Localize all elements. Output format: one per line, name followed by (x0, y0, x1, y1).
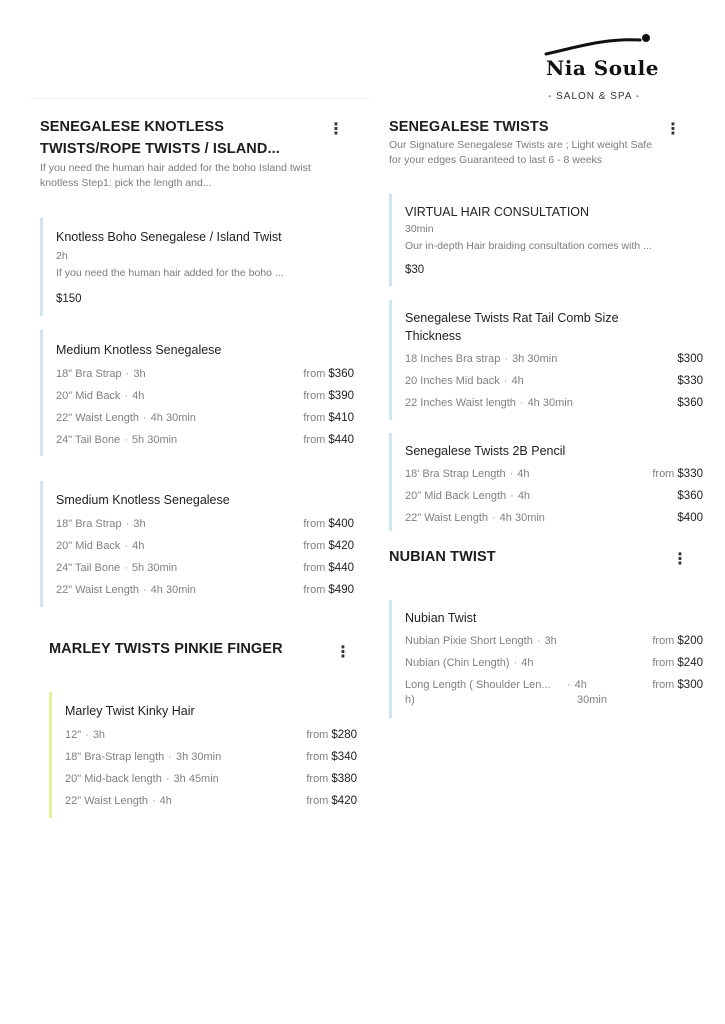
price-prefix: from (652, 635, 675, 647)
price-prefix: from (303, 540, 326, 552)
option-price: $360 (328, 368, 354, 380)
option-duration: 4h 30min (499, 512, 545, 524)
service-card-rat-tail[interactable] (389, 300, 703, 420)
option-name: 18" Bra Strap (56, 518, 122, 530)
option-duration: 3h (92, 729, 106, 741)
more-options-icon[interactable]: ⋮ (335, 644, 351, 661)
service-card-smedium-knotless[interactable] (40, 481, 354, 607)
service-title: Senegalese Twists Rat Tail Comb Size Thickness (405, 311, 619, 343)
option-duration: 5h 30min (131, 562, 178, 574)
option-price: $400 (328, 518, 354, 530)
option-price: $200 (677, 635, 703, 647)
section-title-senegalese-twists: SENEGALESE TWISTS (389, 119, 549, 135)
option-duration: 4h 30min (150, 584, 196, 596)
option-row[interactable] (405, 674, 703, 712)
logo-name: Nia Soule (546, 56, 659, 80)
option-duration: 3h 45min (173, 773, 219, 785)
section-title-knotless: SENEGALESE KNOTLESS TWISTS/ROPE TWISTS / ISLAND... (40, 119, 280, 157)
option-duration: 3h (133, 518, 146, 530)
option-row[interactable]: 12" · 3h from $280 (65, 729, 357, 741)
price-prefix: from (303, 562, 326, 574)
service-card-marley-kinky[interactable] (49, 692, 357, 818)
option-name: 22" Waist Length (65, 795, 148, 807)
more-options-icon[interactable]: ⋮ (672, 551, 688, 568)
price-prefix: from (652, 679, 675, 691)
option-row[interactable]: Nubian (Chin Length) · 4h from $240 (405, 657, 703, 669)
option-duration: 4h (517, 490, 531, 502)
option-price: $240 (677, 657, 703, 669)
option-row[interactable]: 18" Bra Strap · 3h from $360 (56, 368, 354, 380)
option-price: $410 (328, 412, 354, 424)
option-duration: 4h (511, 375, 524, 387)
price-prefix: from (306, 751, 329, 763)
service-card-nubian[interactable] (389, 600, 703, 718)
section-title-marley: MARLEY TWISTS PINKIE FINGER (49, 641, 283, 657)
option-price: $420 (328, 540, 354, 552)
price-prefix: from (652, 657, 675, 669)
option-row[interactable]: 20" Mid Back Length · 4h $360 (405, 490, 703, 502)
logo-swoosh-icon (544, 32, 656, 58)
price-prefix: from (652, 468, 675, 480)
option-price: $330 (677, 375, 703, 387)
option-name: 24" Tail Bone (56, 562, 121, 574)
option-duration: · 4h 30min (567, 679, 607, 706)
option-price: $300 (677, 353, 703, 365)
option-duration: 3h (133, 368, 146, 380)
option-row[interactable]: 22" Waist Length · 4h from $420 (65, 795, 357, 807)
section-desc-senegalese-twists: Our Signature Senegalese Twists are ; Light weight Safe for your edges Guaranteed to last 6 - 8 weeks (389, 139, 653, 166)
service-title: VIRTUAL HAIR CONSULTATION (405, 205, 590, 219)
option-row[interactable]: Nubian Pixie Short Length · 3h from $200 (405, 635, 703, 647)
option-name: 22 Inches Waist length (405, 397, 516, 409)
option-name: 22" Waist Length (405, 512, 488, 524)
price-prefix: from (303, 368, 326, 380)
divider (30, 98, 370, 99)
option-row[interactable]: 22" Waist Length · 4h 30min from $490 (56, 584, 354, 596)
option-name: 20" Mid Back (56, 390, 121, 402)
option-price: $390 (328, 390, 354, 402)
section-title-nubian: NUBIAN TWIST (389, 549, 496, 565)
price-prefix: from (306, 773, 329, 785)
option-row[interactable]: 20 Inches Mid back · 4h $330 (405, 375, 703, 387)
option-price: $490 (328, 584, 354, 596)
price-prefix: from (306, 729, 329, 741)
service-price: $30 (405, 264, 425, 276)
more-options-icon[interactable]: ⋮ (328, 121, 344, 138)
service-title: Senegalese Twists 2B Pencil (405, 444, 566, 458)
option-duration: 3h 30min (512, 353, 558, 365)
logo-tagline: - SALON & SPA - (548, 91, 641, 102)
option-price: $440 (328, 562, 354, 574)
service-card-consultation[interactable] (389, 194, 691, 286)
option-row[interactable]: 18" Bra-Strap length · 3h 30min from $340 (65, 751, 357, 763)
option-price: $380 (331, 773, 357, 785)
option-price: $330 (677, 468, 703, 480)
option-duration: 4h 30min (150, 412, 196, 424)
service-title: Medium Knotless Senegalese (56, 343, 222, 357)
price-prefix: from (303, 412, 326, 424)
service-duration: 30min (405, 223, 434, 235)
option-row[interactable]: 24" Tail Bone · 5h 30min from $440 (56, 562, 354, 574)
service-card-2b-pencil[interactable] (389, 433, 703, 531)
option-duration: 4h (521, 657, 534, 669)
option-price: $300 (677, 679, 703, 691)
option-name: 20" Mid-back length (65, 773, 162, 785)
option-name: Nubian (Chin Length) (405, 657, 510, 669)
service-price: $150 (56, 293, 82, 305)
option-price: $360 (677, 397, 703, 409)
option-duration: 4h 30min (527, 397, 573, 409)
option-row[interactable]: 22 Inches Waist length · 4h 30min $360 (405, 397, 703, 409)
option-price: $360 (677, 490, 703, 502)
service-title: Marley Twist Kinky Hair (65, 704, 195, 718)
price-prefix: from (303, 434, 326, 446)
option-price: $440 (328, 434, 354, 446)
option-row[interactable]: 24" Tail Bone · 5h 30min from $440 (56, 434, 354, 446)
price-prefix: from (303, 518, 326, 530)
service-card-boho[interactable] (40, 218, 352, 316)
option-name: 12" (65, 729, 82, 741)
option-name: 22" Waist Length (56, 584, 139, 596)
option-duration: 5h 30min (131, 434, 178, 446)
service-card-medium-knotless[interactable] (40, 330, 354, 456)
option-price: $280 (331, 729, 357, 741)
option-name: Nubian Pixie Short Length (405, 635, 533, 647)
brand-logo (538, 28, 663, 104)
option-price: $400 (677, 512, 703, 524)
more-options-icon[interactable]: ⋮ (665, 121, 681, 138)
option-name: 24" Tail Bone (56, 434, 121, 446)
service-title: Smedium Knotless Senegalese (56, 493, 230, 507)
option-row[interactable]: 20" Mid Back · 4h from $390 (56, 390, 354, 402)
option-row[interactable]: 18' Bra Strap Length · 4h from $330 (405, 468, 703, 480)
section-desc-knotless: If you need the human hair added for the boho Island twist knotless Step1: pick the length and... (40, 162, 311, 189)
option-duration: 3h 30min (175, 751, 222, 763)
option-name: 18 Inches Bra strap (405, 353, 501, 365)
option-name: 22" Waist Length (56, 412, 139, 424)
option-name: Long Length ( Shoulder Len... h) (405, 679, 551, 706)
service-description: If you need the human hair added for the boho ... (56, 267, 284, 279)
option-name: 18" Bra Strap (56, 368, 122, 380)
option-row[interactable]: 20" Mid Back · 4h from $420 (56, 540, 354, 552)
option-row[interactable]: 18 Inches Bra strap · 3h 30min $300 (405, 353, 703, 365)
option-name: 20" Mid Back (56, 540, 121, 552)
option-row[interactable]: 18" Bra Strap · 3h from $400 (56, 518, 354, 530)
service-duration: 2h (56, 250, 68, 262)
option-duration: 4h (132, 390, 145, 402)
option-name: 20" Mid Back Length (405, 490, 507, 502)
price-prefix: from (306, 795, 329, 807)
option-price: $340 (331, 751, 357, 763)
service-title: Knotless Boho Senegalese / Island Twist (56, 230, 282, 244)
option-row[interactable]: 22" Waist Length · 4h 30min from $410 (56, 412, 354, 424)
option-row[interactable]: 22" Waist Length · 4h 30min $400 (405, 512, 703, 524)
option-duration: 4h (132, 540, 145, 552)
option-duration: 4h (159, 795, 172, 807)
option-name: 18' Bra Strap Length (405, 468, 506, 480)
option-row[interactable]: 20" Mid-back length · 3h 45min from $380 (65, 773, 357, 785)
option-name: 18" Bra-Strap length (65, 751, 165, 763)
option-price: $420 (331, 795, 357, 807)
service-title: Nubian Twist (405, 611, 477, 625)
option-name: 20 Inches Mid back (405, 375, 500, 387)
option-duration: 4h (517, 468, 530, 480)
option-duration: 3h (544, 635, 557, 647)
price-prefix: from (303, 390, 326, 402)
service-description: Our in-depth Hair braiding consultation comes with ... (405, 240, 652, 252)
price-prefix: from (303, 584, 326, 596)
